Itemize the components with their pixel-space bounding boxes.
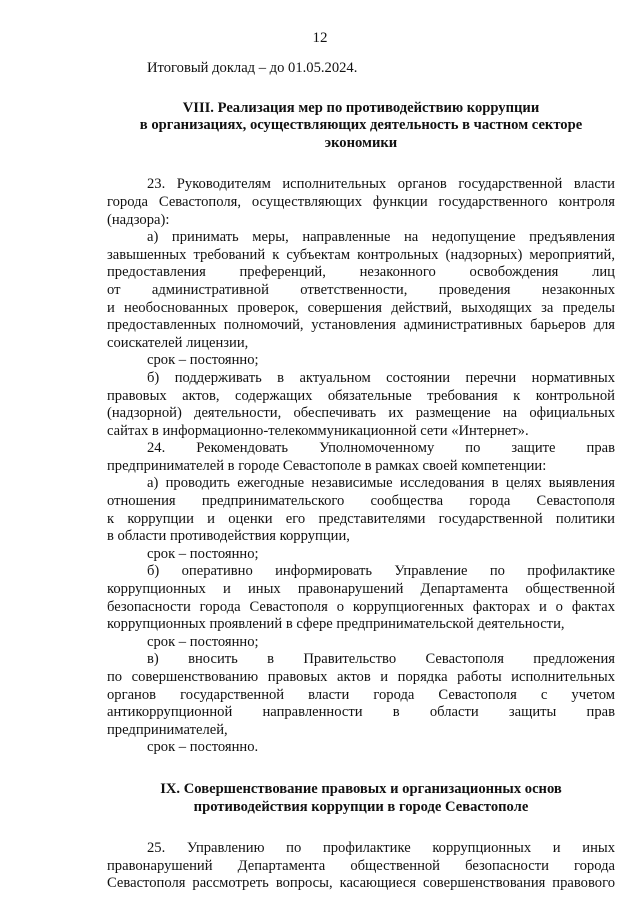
section-heading-line: противодействия коррупции в городе Севастополе bbox=[193, 798, 529, 815]
text-line: предоставления преференций, незаконного освобождения лиц bbox=[107, 264, 615, 281]
text-line: б) поддерживать в актуальном состоянии перечни нормативных bbox=[147, 369, 615, 386]
section-8-heading bbox=[107, 100, 615, 153]
paragraph-23-item-a bbox=[107, 229, 615, 352]
paragraph-23-intro bbox=[107, 176, 615, 229]
text-line: завышенных требований к субъектам контрольных (надзорных) мероприятий, bbox=[107, 246, 615, 263]
text-line: в) вносить в Правительство Севастополя предложения bbox=[147, 651, 615, 668]
text-line: по совершенствованию правовых актов и порядка работы исполнительных bbox=[107, 669, 615, 685]
deadline-line: срок – постоянно. bbox=[147, 739, 259, 756]
document-body bbox=[107, 60, 615, 893]
text-line: 23. Руководителям исполнительных органов государственной власти bbox=[147, 176, 615, 193]
paragraph-24-item-c bbox=[107, 651, 615, 739]
text-line: (надзорной) деятельности, обеспечивать их размещение на официальных bbox=[107, 405, 615, 422]
page-number: 12 bbox=[312, 30, 328, 46]
text-line: коррупционных и иных правонарушений Департамента общественной bbox=[107, 581, 615, 598]
text-line: а) проводить ежегодные независимые исследования в целях выявления bbox=[147, 475, 615, 492]
paragraph-24-item-b bbox=[107, 563, 615, 633]
paragraph-24 bbox=[107, 440, 615, 757]
text-line: соискателей лицензии, bbox=[107, 334, 249, 351]
text-line: 24. Рекомендовать Уполномоченному по защите прав bbox=[147, 440, 615, 457]
deadline-line: срок – постоянно; bbox=[147, 633, 259, 650]
text-line: отношения предпринимательского сообщества города Севастополя bbox=[107, 493, 615, 510]
paragraph-25 bbox=[107, 840, 615, 893]
section-heading-line: IX. Совершенствование правовых и организационных основ bbox=[160, 780, 562, 797]
paragraph-23-item-b bbox=[107, 370, 615, 440]
section-heading-line: экономики bbox=[324, 134, 398, 151]
text-line: б) оперативно информировать Управление по профилактике bbox=[147, 563, 615, 580]
paragraph-23 bbox=[107, 176, 615, 440]
text-line: и необоснованных проверок, совершения действий, выходящих за пределы bbox=[107, 299, 615, 316]
text-line: в области противодействия коррупции, bbox=[107, 528, 350, 545]
text-line: коррупционных проявлений в сфере предпринимательской деятельности, bbox=[107, 616, 565, 633]
section-heading-line: VIII. Реализация мер по противодействию коррупции bbox=[182, 99, 540, 116]
deadline-line: срок – постоянно; bbox=[147, 545, 259, 562]
text-line: безопасности города Севастополя о коррупциогенных факторах и о фактах bbox=[107, 598, 615, 615]
report-deadline-line: Итоговый доклад – до 01.05.2024. bbox=[147, 60, 358, 76]
text-line: предпринимателей в городе Севастополе в рамках своей компетенции: bbox=[107, 457, 547, 474]
text-line: предоставленных полномочий, установления административных барьеров для bbox=[107, 317, 615, 334]
text-line: предпринимателей, bbox=[107, 721, 228, 738]
text-line: города Севастополя, осуществляющих функции государственного контроля bbox=[107, 193, 615, 210]
text-line: антикоррупционной направленности в области защиты прав bbox=[107, 704, 615, 721]
text-line: а) принимать меры, направленные на недопущение предъявления bbox=[147, 229, 615, 246]
section-heading-line: в организациях, осуществляющих деятельность в частном секторе bbox=[139, 117, 583, 134]
text-line: (надзора): bbox=[107, 211, 170, 228]
paragraph-24-item-a bbox=[107, 475, 615, 545]
text-line: к коррупции и оценки его представителями государственной политики bbox=[107, 510, 615, 527]
text-line: правовых актов, содержащих обязательные требования к контрольной bbox=[107, 387, 615, 404]
text-line: органов государственной власти города Севастополя с учетом bbox=[107, 686, 615, 703]
deadline-line: срок – постоянно; bbox=[147, 352, 259, 369]
text-line: Севастополя рассмотреть вопросы, касающиеся совершенствования правового bbox=[107, 875, 615, 892]
text-line: сайтах в информационно-телекоммуникационной сети «Интернет». bbox=[107, 422, 529, 439]
text-line: 25. Управлению по профилактике коррупционных и иных bbox=[147, 840, 615, 857]
text-line: правонарушений Департамента общественной безопасности города bbox=[107, 857, 615, 874]
text-line: от административной ответственности, проведения незаконных bbox=[107, 281, 615, 298]
section-9-heading bbox=[107, 781, 615, 816]
paragraph-24-intro bbox=[107, 440, 615, 475]
